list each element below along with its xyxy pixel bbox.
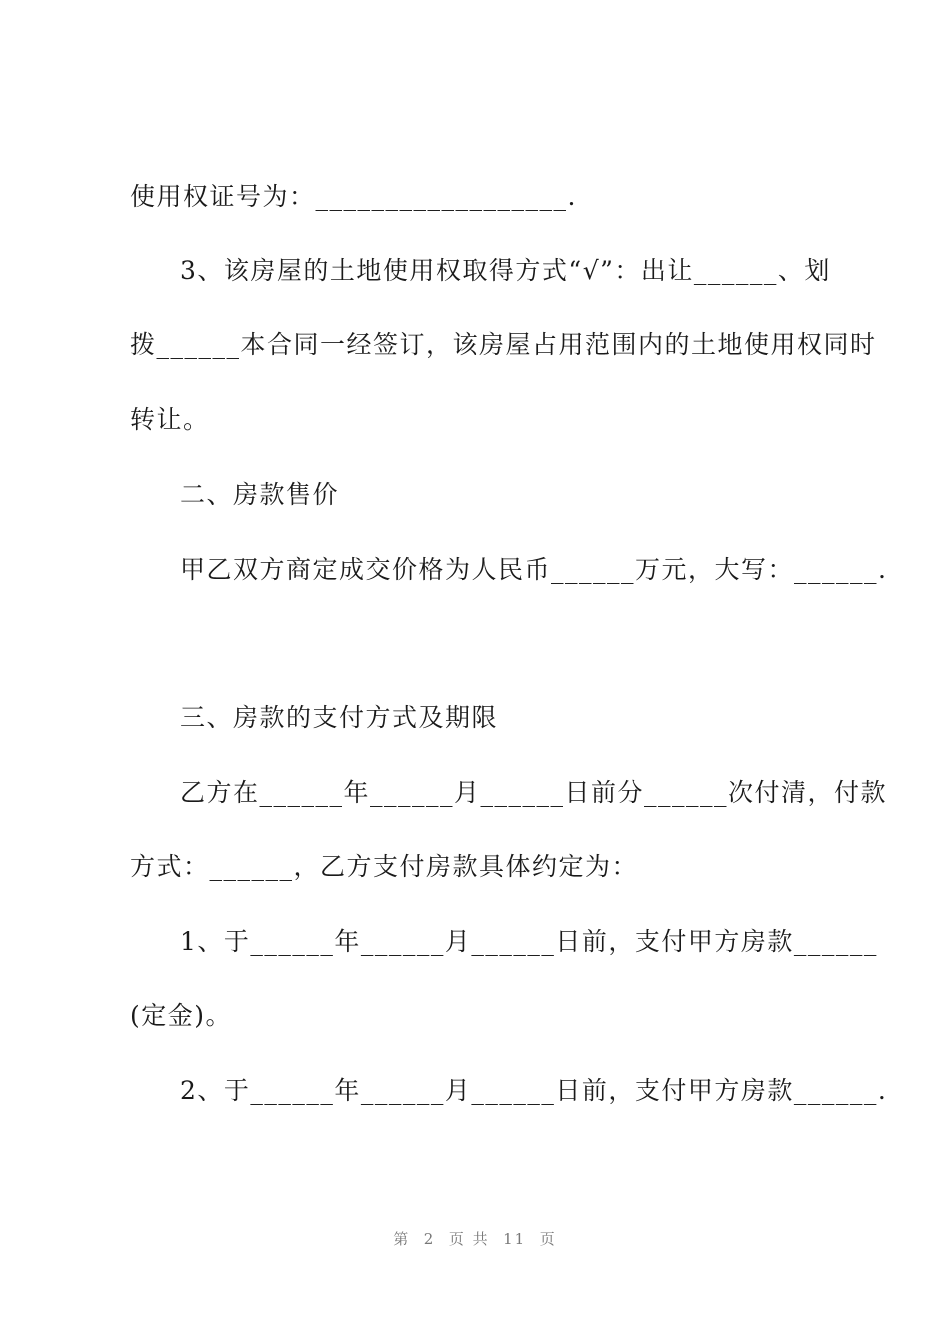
text-line-transfer-end: 转让。 [130,405,210,434]
text-line-land-use-transfer: 拨______本合同一经签订，该房屋占用范围内的土地使用权同时 [130,330,877,359]
text-line-price-agreement: 甲乙双方商定成交价格为人民币______万元，大写：______. [180,555,888,584]
text-line-payment-deadline: 乙方在______年______月______日前分______次付清，付款 [180,778,888,807]
text-line-land-cert-number: 使用权证号为：__________________. [130,182,577,211]
text-line-land-use-right-method: 3、该房屋的土地使用权取得方式“√”：出让______、划 [180,256,831,285]
text-line-payment-1: 1、于______年______月______日前，支付甲方房款______ [180,927,878,956]
page-number-footer: 第 2 页 共 11 页 [393,1230,557,1248]
text-line-deposit: (定金)。 [130,1001,233,1030]
text-line-payment-method: 方式：______，乙方支付房款具体约定为： [130,852,639,881]
section-heading-price: 二、房款售价 [180,480,340,509]
section-heading-payment: 三、房款的支付方式及期限 [180,703,499,732]
text-line-payment-2: 2、于______年______月______日前，支付甲方房款______. [180,1076,888,1105]
